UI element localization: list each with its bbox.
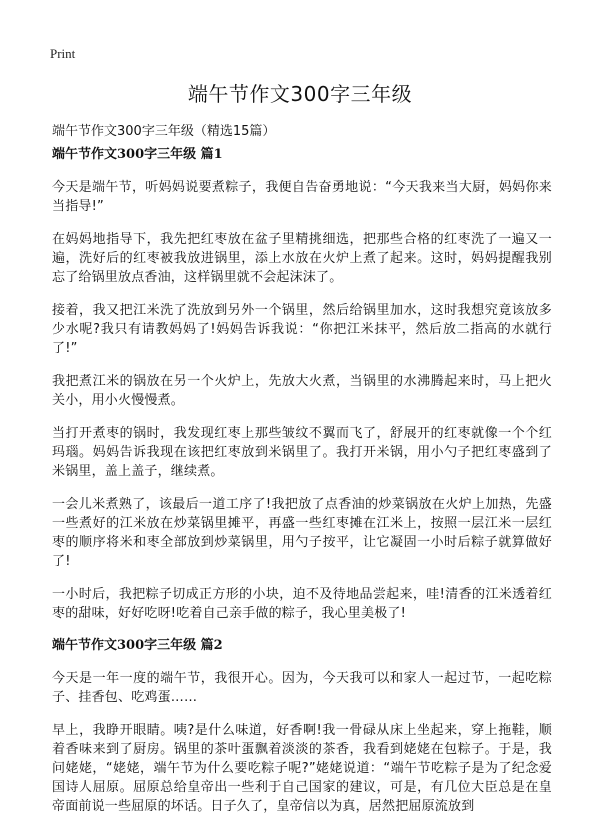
paragraph: 一小时后，我把粽子切成正方形的小块，迫不及待地品尝起来，哇!清香的江米透着红枣的甜味，好好吃呀!吃着自己亲手做的粽子，我心里美极了! [52, 587, 552, 621]
paragraph: 在妈妈地指导下，我先把红枣放在盆子里精挑细选，把那些合格的红枣洗了一遍又一遍，洗好后的红枣被我放进锅里，添上水放在火炉上煮了起来。这时，妈妈提醒我别忘了给锅里放点香油，这样锅里就不会起沫沫了。 [52, 232, 552, 285]
paragraph: 早上，我睁开眼睛。咦?是什么味道，好香啊!我一骨碌从床上坐起来，穿上拖鞋，顺着香味来到了厨房。锅里的茶叶蛋飘着淡淡的茶香，我看到姥姥在包粽子。于是，我问姥姥，“姥姥，端午节为什么要吃粽子呢?”姥姥说道：“端午节吃粽子是为了纪念爱国诗人屈原。屈原总给皇帝出一些利于自己国家的建议，可是，有几位大臣总是在皇帝面前说一些屈原的坏话。日子久了，皇帝信以为真，居然把屈原流放到 [52, 723, 552, 814]
paragraph: 今天是一年一度的端午节，我很开心。因为，今天我可以和家人一起过节，一起吃粽子、挂香包、吃鸡蛋…… [52, 671, 552, 705]
paragraph: 今天是端午节，听妈妈说要煮粽子，我便自告奋勇地说：“今天我来当大厨，妈妈你来当指导!” [52, 180, 552, 214]
print-link[interactable]: Print [50, 46, 76, 61]
paragraph: 一会儿米煮熟了，该最后一道工序了!我把放了点香油的炒菜锅放在火炉上加热，先盛一些煮好的江米放在炒菜锅里摊平，再盛一些红枣摊在江米上，按照一层江米一层红枣的顺序将米和枣全部放到炒菜锅里，用勺子按平，让它凝固一小时后粽子就算做好了! [52, 497, 552, 569]
paragraph: 当打开煮枣的锅时，我发现红枣上那些皱纹不翼而飞了，舒展开的红枣就像一个个红玛瑙。妈妈告诉我现在该把红枣放到米锅里了。我打开米锅，用小勺子把红枣盛到了米锅里，盖上盖子，继续煮。 [52, 426, 552, 479]
paragraph: 我把煮江米的锅放在另一个火炉上，先放大火煮，当锅里的水沸腾起来时，马上把火关小，用小火慢慢煮。 [52, 374, 552, 408]
section-heading: 端午节作文300字三年级 篇1 [52, 147, 223, 162]
document-subtitle: 端午节作文300字三年级（精选15篇） [52, 124, 276, 139]
paragraph: 接着，我又把江米洗了洗放到另外一个锅里，然后给锅里加水，这时我想究竟该放多少水呢?我只有请教妈妈了!妈妈告诉我说：“你把江米抹平，然后放二指高的水就行了!” [52, 303, 552, 356]
page-title: 端午节作文300字三年级 [187, 82, 413, 106]
section-2 [52, 637, 552, 816]
section-heading: 端午节作文300字三年级 篇2 [52, 638, 223, 653]
article-body [52, 146, 552, 828]
section-1 [52, 146, 552, 623]
